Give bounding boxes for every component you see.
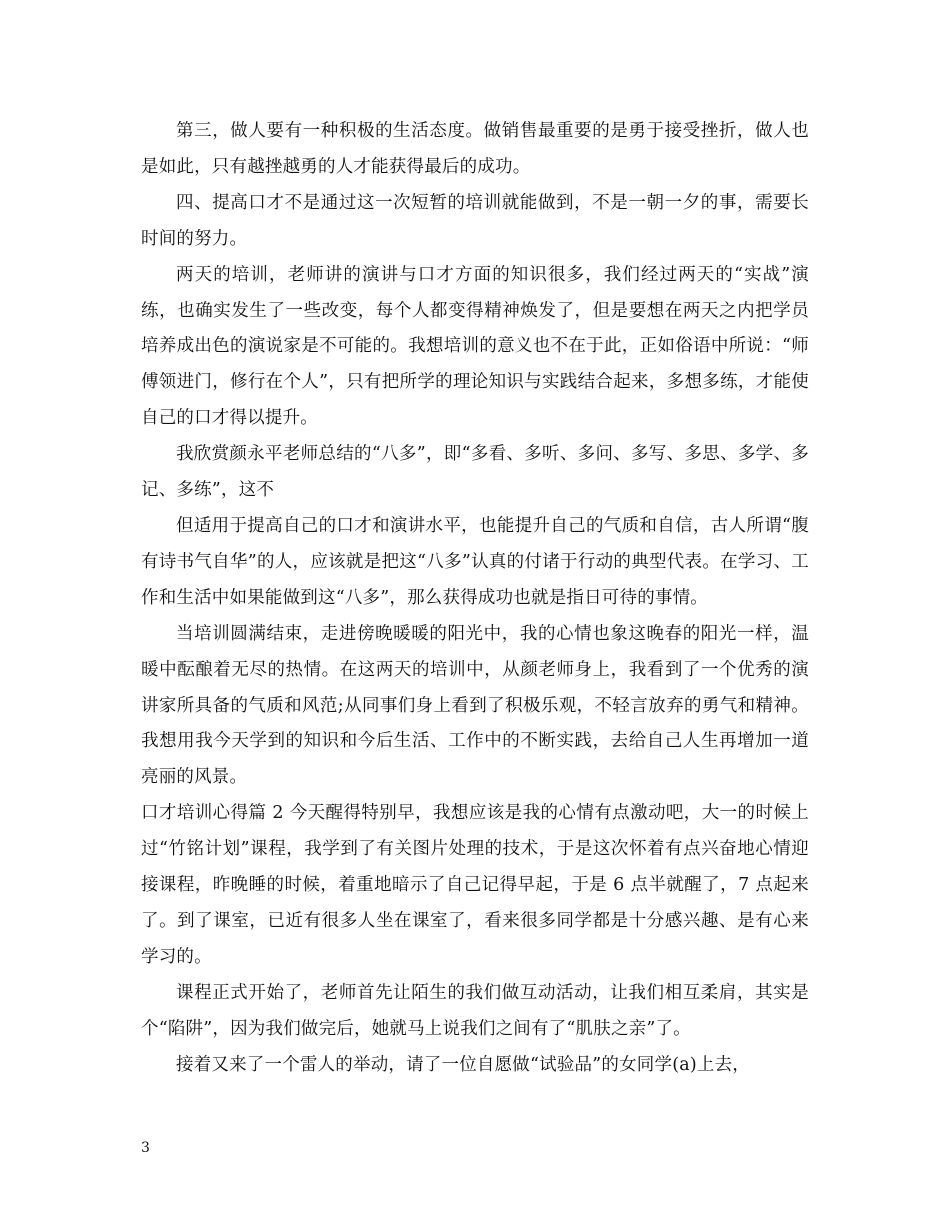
paragraph: 四、提高口才不是通过这一次短暂的培训就能做到，不是一朝一夕的事，需要长时间的努力。 [141, 192, 809, 249]
document-body [141, 114, 809, 1083]
paragraph: 我欣赏颜永平老师总结的“八多”，即“多看、多听、多问、多写、多思、多学、多记、多练”，这不 [141, 444, 809, 501]
section-paragraph [141, 796, 809, 976]
paragraph: 但适用于提高自己的口才和演讲水平，也能提升自己的气质和自信，古人所谓“腹有诗书气自华”的人，应该就是把这“八多”认真的付诸于行动的典型代表。在学习、工作和生活中如果能做到这“八多”，那么获得成功也就是指日可待的事情。 [141, 515, 809, 608]
paragraph: 两天的培训，老师讲的演讲与口才方面的知识很多，我们经过两天的“实战”演练，也确实发生了一些改变，每个人都变得精神焕发了，但是要想在两天之内把学员培养成出色的演说家是不可能的。我想培训的意义也不在于此，正如俗语中所说：“师傅领进门，修行在个人”，只有把所学的理论知识与实践结合起来，多想多练，才能使自己的口才得以提升。 [141, 264, 809, 429]
page-number: 3 [141, 1140, 150, 1156]
section-title: 口才培训心得篇 2 [141, 803, 284, 824]
paragraph: 第三，做人要有一种积极的生活态度。做销售最重要的是勇于接受挫折，做人也是如此，只有越挫越勇的人才能获得最后的成功。 [141, 121, 809, 177]
paragraph: 当培训圆满结束，走进傍晚暖暖的阳光中，我的心情也象这晚春的阳光一样，温暖中酝酿着无尽的热情。在这两天的培训中，从颜老师身上，我看到了一个优秀的演讲家所具备的气质和风范;从同事们身上看到了积极乐观，不轻言放弃的勇气和精神。我想用我今天学到的知识和今后生活、工作中的不断实践，去给自己人生再增加一道亮丽的风景。 [141, 623, 809, 788]
section-first-paragraph: 今天醒得特别早，我想应该是我的心情有点激动吧，大一的时候上过“竹铭计划”课程，我学到了有关图片处理的技术，于是这次怀着有点兴奋地心情迎接课程，昨晚睡的时候，着重地暗示了自己记得早起，于是 6 点半就醒了，7 点起来了。到了课室，已近有很多人坐在课室了，看来很多同学都是十分感兴趣、是有心来学习的。 [141, 803, 809, 967]
paragraph: 课程正式开始了，老师首先让陌生的我们做互动活动，让我们相互柔肩，其实是个“陷阱”，因为我们做完后，她就马上说我们之间有了“肌肤之亲”了。 [141, 982, 809, 1039]
paragraph: 接着又来了一个雷人的举动，请了一位自愿做“试验品”的女同学(a)上去， [176, 1054, 750, 1075]
